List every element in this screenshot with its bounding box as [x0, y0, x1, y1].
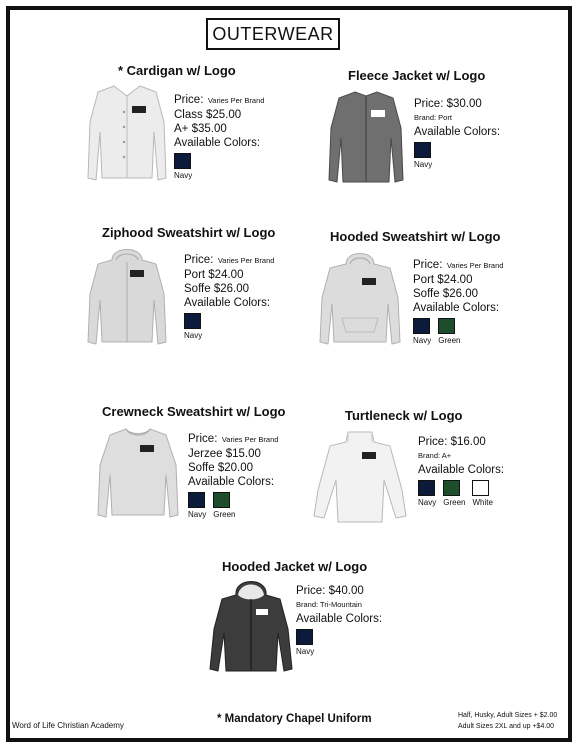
- school-name: Word of Life Christian Academy: [12, 721, 124, 730]
- brand-price: Jerzee $15.00: [188, 448, 261, 460]
- swatch-label: Green: [438, 336, 461, 345]
- ziphood-sweatshirt-image: [86, 244, 168, 348]
- item-title-crewneck-sweatshirt: Crewneck Sweatshirt w/ Logo: [102, 404, 286, 419]
- hooded-sweatshirt-image: [318, 248, 402, 348]
- turtleneck-image: [312, 430, 408, 526]
- swatch-label: Navy: [413, 336, 432, 345]
- swatch-label: Navy: [184, 331, 203, 340]
- item-info-cardigan: [174, 92, 264, 180]
- hooded-jacket-image: [208, 577, 294, 677]
- item-info-crewneck-sweatshirt: [188, 431, 278, 519]
- brand-note: Brand: Port: [414, 113, 452, 122]
- colors-label: Available Colors:: [174, 137, 261, 149]
- swatch-label: Navy: [414, 160, 433, 169]
- price-label: Price: $40.00: [296, 585, 364, 597]
- item-info-ziphood-sweatshirt: [184, 252, 274, 340]
- item-title-turtleneck: Turtleneck w/ Logo: [345, 408, 463, 423]
- item-title-hooded-sweatshirt: Hooded Sweatshirt w/ Logo: [330, 229, 501, 244]
- swatch-green: [438, 318, 455, 334]
- brand-price: Soffe $26.00: [184, 283, 250, 295]
- item-title-ziphood-sweatshirt: Ziphood Sweatshirt w/ Logo: [102, 225, 276, 240]
- item-info-hooded-jacket: [296, 584, 382, 656]
- item-info-turtleneck: [418, 435, 504, 507]
- swatch-navy: [414, 142, 431, 158]
- swatch-white: [472, 480, 489, 496]
- price-note: Varies Per Brand: [221, 435, 279, 444]
- item-title-hooded-jacket: Hooded Jacket w/ Logo: [222, 559, 368, 574]
- swatch-navy: [188, 492, 205, 508]
- swatch-navy: [418, 480, 435, 496]
- price-note: Varies Per Brand: [446, 261, 504, 270]
- size-surcharge-line: Adult Sizes 2XL and up +$4.00: [458, 723, 555, 730]
- price-label: Price:: [413, 259, 443, 271]
- colors-label: Available Colors:: [188, 476, 275, 488]
- price-label: Price:: [184, 254, 214, 266]
- price-label: Price:: [188, 433, 218, 445]
- swatch-green: [443, 480, 460, 496]
- swatch-label: Navy: [188, 510, 207, 519]
- item-info-fleece-jacket: [414, 97, 500, 169]
- swatch-label: Navy: [418, 498, 437, 507]
- size-surcharge-line: Half, Husky, Adult Sizes + $2.00: [458, 712, 558, 719]
- item-info-hooded-sweatshirt: [413, 257, 503, 345]
- brand-note: Brand: A+: [418, 451, 452, 460]
- crewneck-sweatshirt-image: [96, 425, 180, 521]
- swatch-label: Navy: [174, 171, 193, 180]
- colors-label: Available Colors:: [184, 297, 271, 309]
- swatch-label: Green: [443, 498, 466, 507]
- colors-label: Available Colors:: [413, 302, 500, 314]
- swatch-navy: [296, 629, 313, 645]
- swatch-label: Navy: [296, 647, 315, 656]
- price-label: Price: $30.00: [414, 98, 482, 110]
- swatch-navy: [174, 153, 191, 169]
- brand-price: A+ $35.00: [174, 123, 227, 135]
- brand-price: Port $24.00: [184, 269, 244, 281]
- brand-price: Soffe $20.00: [188, 462, 254, 474]
- swatch-green: [213, 492, 230, 508]
- swatch-navy: [413, 318, 430, 334]
- cardigan-image: [84, 82, 170, 184]
- colors-label: Available Colors:: [296, 613, 383, 625]
- swatch-label: Green: [213, 510, 236, 519]
- brand-price: Class $25.00: [174, 109, 242, 121]
- brand-note: Brand: Tri-Mountain: [296, 600, 362, 609]
- page-title: OUTERWEAR: [206, 18, 340, 50]
- colors-label: Available Colors:: [418, 464, 505, 476]
- swatch-navy: [184, 313, 201, 329]
- brand-price: Port $24.00: [413, 274, 473, 286]
- brand-price: Soffe $26.00: [413, 288, 479, 300]
- price-note: Varies Per Brand: [207, 96, 265, 105]
- size-surcharge-note: [458, 710, 557, 732]
- price-note: Varies Per Brand: [217, 256, 275, 265]
- item-title-cardigan: * Cardigan w/ Logo: [118, 63, 236, 78]
- mandatory-note: * Mandatory Chapel Uniform: [217, 713, 372, 725]
- price-label: Price:: [174, 94, 204, 106]
- colors-label: Available Colors:: [414, 126, 501, 138]
- price-label: Price: $16.00: [418, 436, 486, 448]
- fleece-jacket-image: [325, 88, 407, 186]
- item-title-fleece-jacket: Fleece Jacket w/ Logo: [348, 68, 486, 83]
- swatch-label: White: [472, 498, 493, 507]
